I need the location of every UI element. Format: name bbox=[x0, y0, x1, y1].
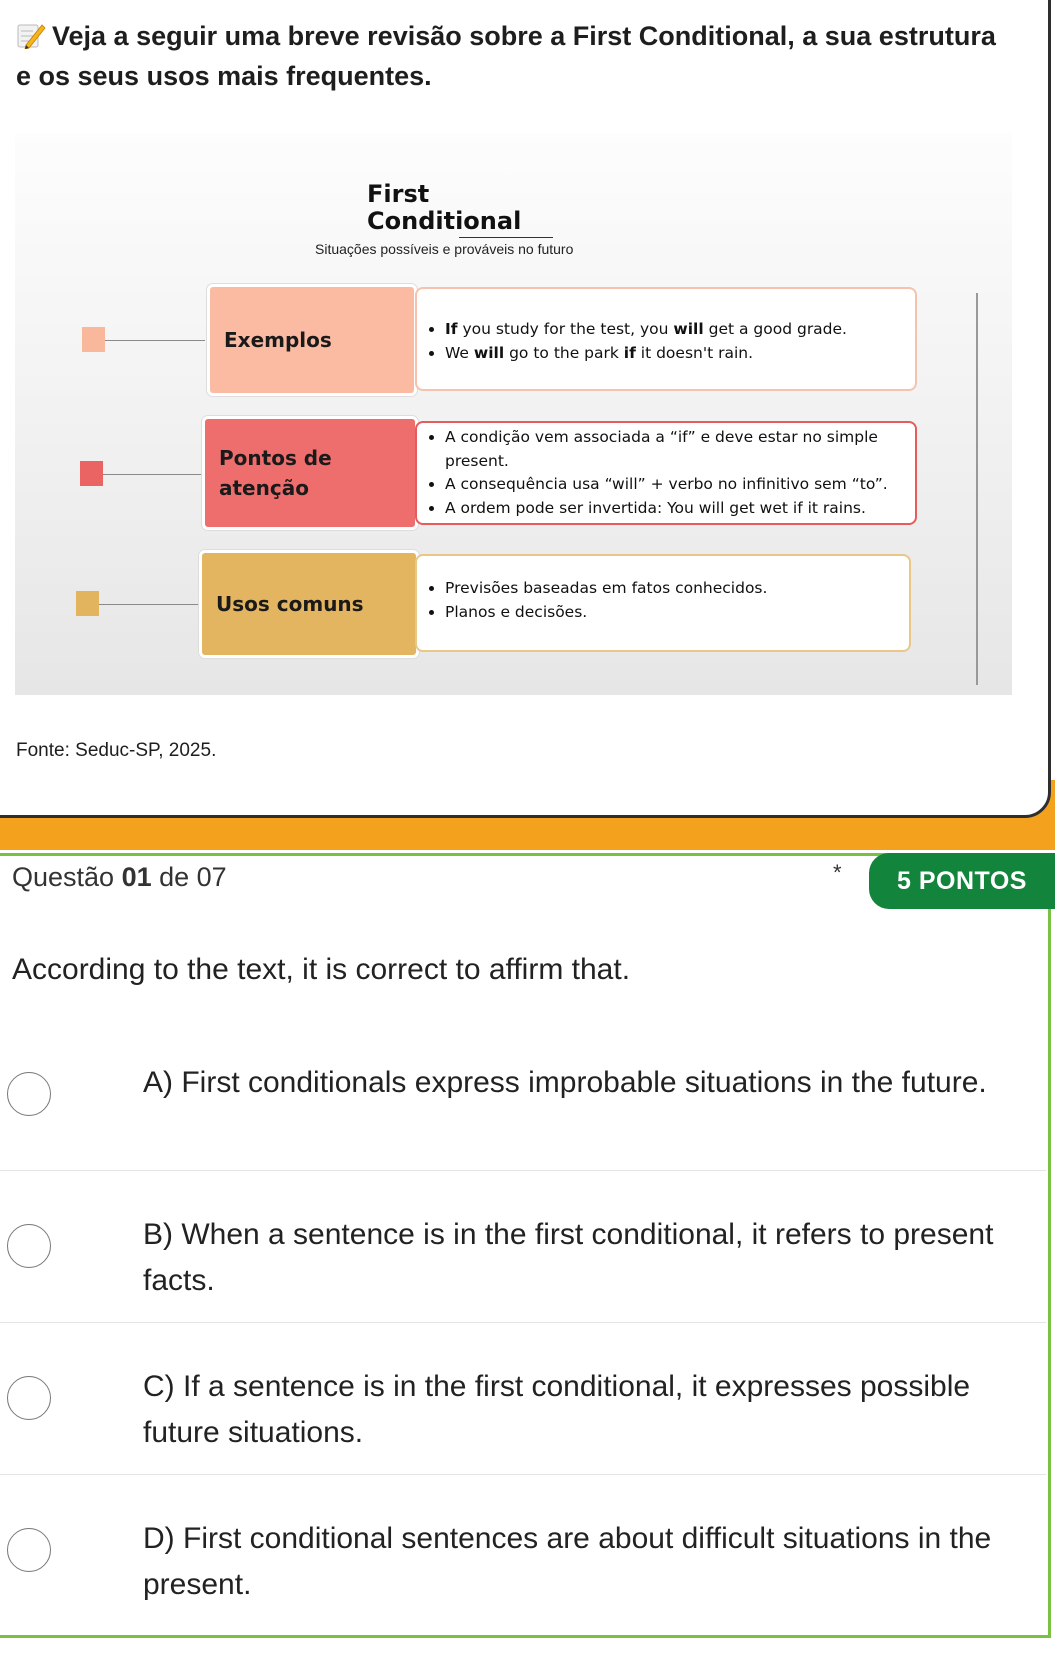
question-counter-suffix: de 07 bbox=[151, 862, 227, 892]
option-divider bbox=[0, 1474, 1046, 1475]
usos-description bbox=[415, 554, 911, 652]
infographic-title-line2: Conditional bbox=[367, 207, 522, 235]
usos-label-box bbox=[199, 550, 419, 658]
option-c-text[interactable]: C) If a sentence is in the first conditional, it expresses possible future situations. bbox=[143, 1370, 971, 1449]
pontos-item: • A condição vem associada a “if” e deve estar no simple present. bbox=[445, 426, 905, 473]
infographic-subtitle: Situações possíveis e prováveis no futuro bbox=[315, 241, 574, 257]
required-asterisk: * bbox=[833, 860, 842, 885]
example-item: • If you study for the test, you will get a good grade. bbox=[445, 317, 905, 341]
option-divider bbox=[0, 1170, 1046, 1171]
option-a[interactable] bbox=[0, 1060, 1050, 1212]
question-counter bbox=[12, 862, 227, 893]
question-counter-prefix: Questão bbox=[12, 862, 122, 892]
option-c[interactable] bbox=[0, 1364, 1050, 1516]
pontos-label-line2: atenção bbox=[219, 476, 309, 500]
option-d[interactable] bbox=[0, 1516, 1050, 1668]
examples-list bbox=[429, 317, 905, 365]
radio-button-b[interactable] bbox=[7, 1224, 51, 1268]
radio-button-c[interactable] bbox=[7, 1376, 51, 1420]
usos-connector bbox=[99, 604, 199, 605]
pontos-item: • A consequência usa “will” + verbo no infinitivo sem “to”. bbox=[445, 473, 905, 497]
exemplos-description bbox=[415, 287, 917, 391]
pontos-item: • A ordem pode ser invertida: You will get wet if it rains. bbox=[445, 497, 905, 521]
exemplos-label: Exemplos bbox=[224, 328, 332, 352]
first-conditional-infographic bbox=[15, 133, 1012, 695]
option-b-text[interactable]: B) When a sentence is in the first conditional, it refers to present facts. bbox=[143, 1218, 994, 1297]
pontos-connector bbox=[103, 474, 203, 475]
question-number: 01 bbox=[121, 862, 152, 892]
option-b[interactable] bbox=[0, 1212, 1050, 1364]
intro-label: Veja a seguir uma breve revisão sobre a First Conditional, a sua estrutura e os seus usos mais frequentes. bbox=[16, 21, 996, 91]
pencil-memo-icon bbox=[16, 20, 46, 48]
option-divider bbox=[0, 1322, 1046, 1323]
pontos-label-box bbox=[202, 416, 418, 530]
pontos-list bbox=[429, 426, 905, 520]
exemplos-label-box bbox=[207, 284, 417, 396]
usos-item: • Previsões baseadas em fatos conhecidos. bbox=[445, 576, 899, 600]
pontos-description bbox=[415, 421, 917, 525]
points-badge: 5 PONTOS bbox=[869, 853, 1055, 909]
timeline-vertical-line bbox=[976, 293, 978, 685]
usos-marker bbox=[76, 591, 99, 616]
example-item: • We will go to the park if it doesn't rain. bbox=[445, 341, 905, 365]
exemplos-marker bbox=[82, 327, 105, 352]
usos-label: Usos comuns bbox=[216, 592, 364, 616]
option-a-text[interactable]: A) First conditionals express improbable situations in the future. bbox=[143, 1066, 987, 1099]
exemplos-connector bbox=[105, 340, 205, 341]
question-text: According to the text, it is correct to affirm that. bbox=[12, 953, 631, 986]
intro-text bbox=[16, 16, 1006, 96]
infographic-title bbox=[367, 181, 521, 235]
radio-button-a[interactable] bbox=[7, 1072, 51, 1116]
title-underline bbox=[459, 237, 553, 238]
option-d-text[interactable]: D) First conditional sentences are about difficult situations in the present. bbox=[143, 1522, 992, 1601]
radio-button-d[interactable] bbox=[7, 1528, 51, 1572]
usos-list bbox=[429, 576, 899, 624]
source-caption: Fonte: Seduc-SP, 2025. bbox=[16, 740, 217, 761]
infographic-title-line1: First bbox=[367, 180, 430, 208]
usos-item: • Planos e decisões. bbox=[445, 600, 899, 624]
pontos-marker bbox=[80, 461, 103, 486]
pontos-label-line1: Pontos de bbox=[219, 446, 332, 470]
